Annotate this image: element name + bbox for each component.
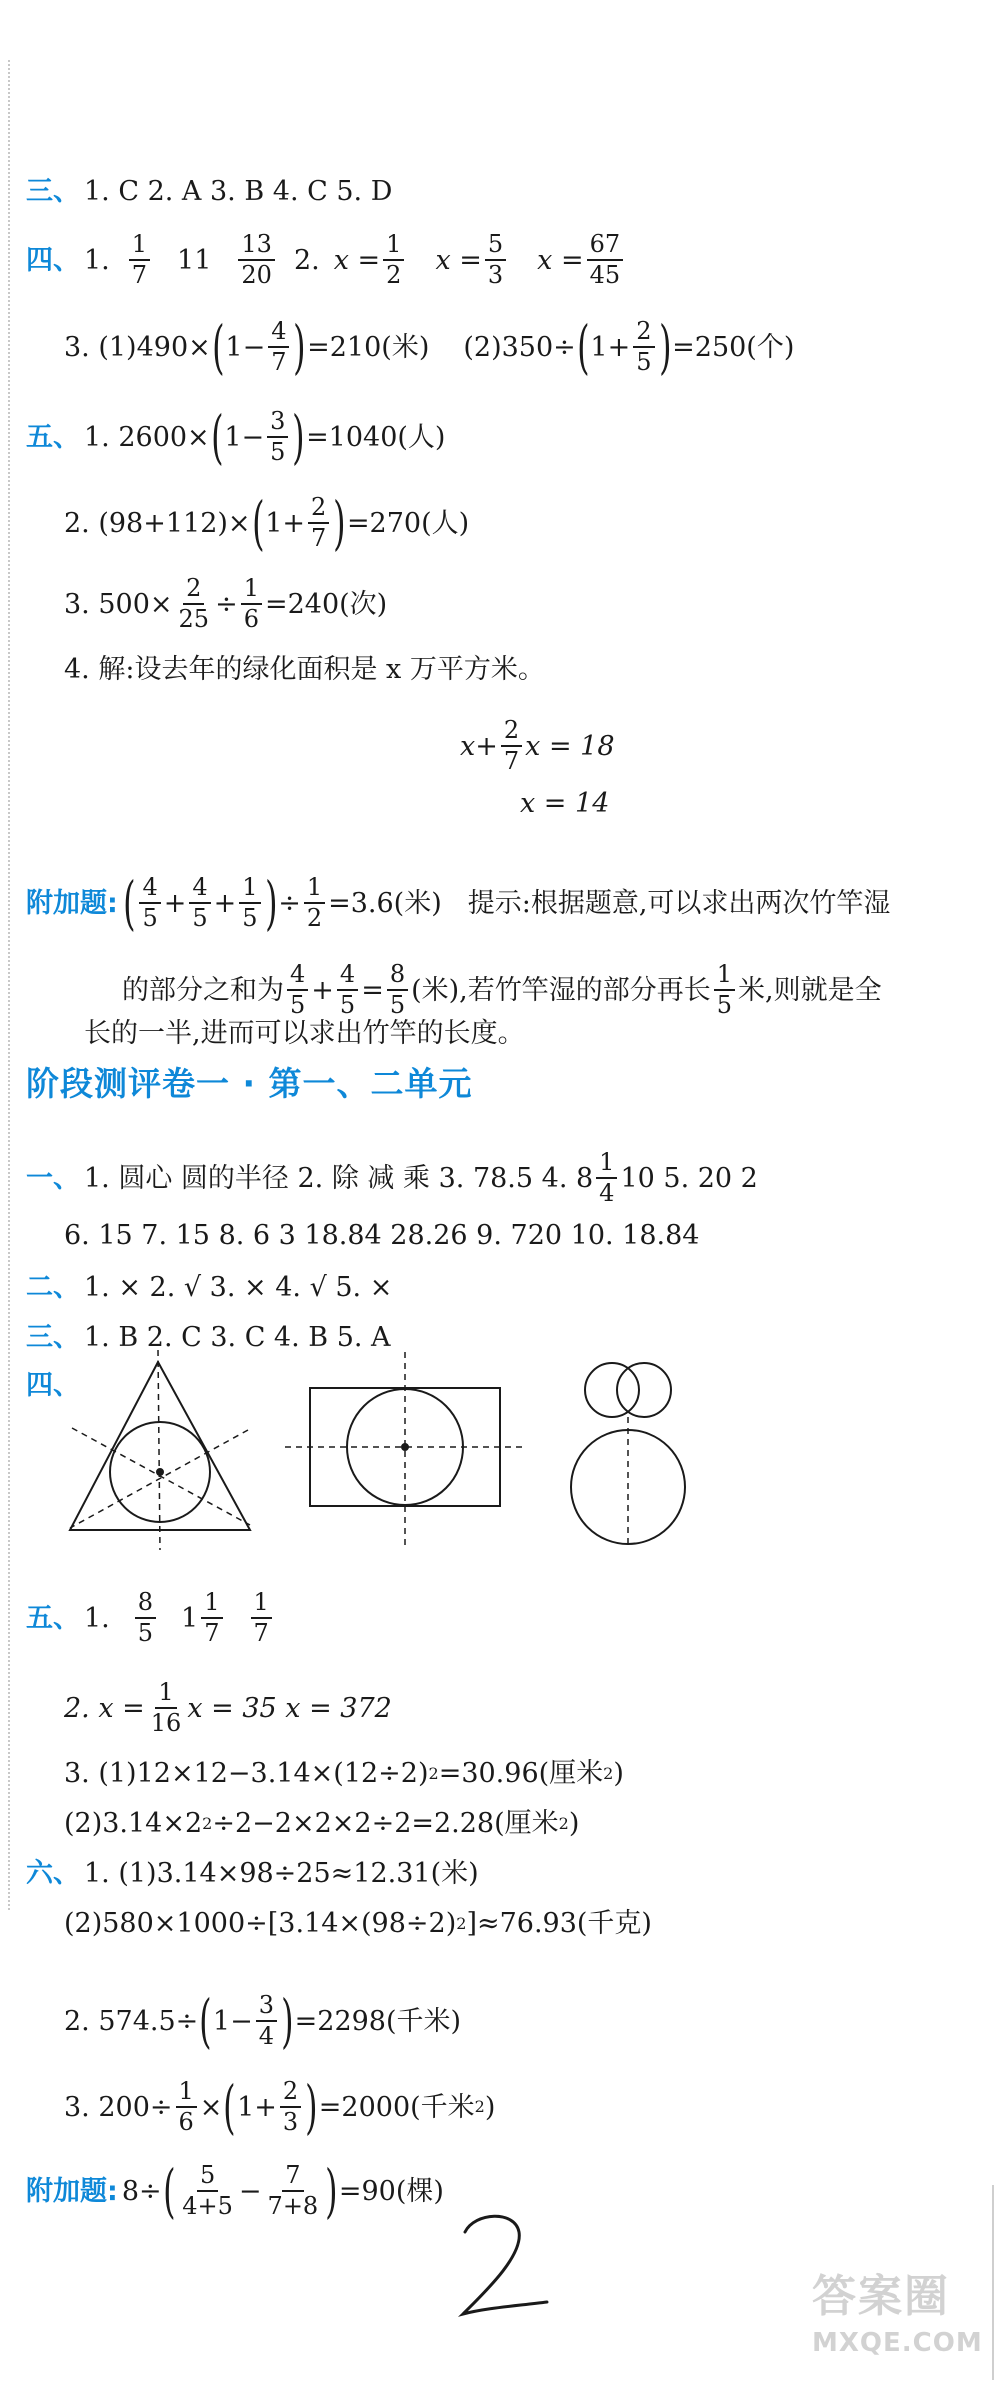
hint-text: 长的一半,进而可以求出竹竿的长度。 bbox=[84, 1018, 525, 1049]
answer-row-p2-1 bbox=[26, 1150, 758, 1206]
equation-text: ) bbox=[568, 1808, 580, 1839]
fraction-numerator: 4 bbox=[337, 962, 358, 991]
equation-text: 3. (1)12×12−3.14×(12÷2) bbox=[64, 1758, 429, 1789]
equation-text: 1+ bbox=[590, 331, 631, 363]
equation-text: 2. 574.5÷ bbox=[64, 2005, 199, 2037]
margin-dotted-line bbox=[8, 60, 10, 1910]
bonus-question-row bbox=[26, 869, 891, 937]
equation-text: 1. (1)3.14×98÷25≈12.31(米) bbox=[84, 1858, 479, 1889]
fraction-numerator: 1 bbox=[241, 576, 262, 605]
item-number: 1. bbox=[84, 1602, 110, 1634]
equation-text: =90(棵) bbox=[338, 2175, 444, 2207]
answer-row-p2-3 bbox=[26, 1274, 392, 1301]
answer-row-p2-14 bbox=[26, 2157, 444, 2225]
fraction-numerator: 3 bbox=[256, 1993, 277, 2022]
fraction-numerator: 1 bbox=[714, 962, 735, 991]
answer-row-sec5-3 bbox=[64, 576, 387, 632]
equation-text: x = bbox=[333, 244, 381, 276]
fraction-numerator: 13 bbox=[238, 232, 275, 261]
fraction-denominator: 5 bbox=[389, 991, 406, 1020]
equation-text: 1− bbox=[225, 331, 266, 363]
fraction bbox=[337, 962, 358, 1018]
fraction-denominator: 5 bbox=[137, 1619, 154, 1648]
fraction-numerator: 3 bbox=[267, 409, 288, 438]
equation-text: x = 35 x = 372 bbox=[187, 1692, 392, 1724]
fraction bbox=[176, 2076, 197, 2136]
large-parenthesis: ) bbox=[292, 403, 305, 471]
fraction-numerator: 5 bbox=[197, 2163, 218, 2192]
fraction bbox=[633, 316, 654, 376]
large-parenthesis: ) bbox=[264, 869, 278, 937]
fraction-denominator: 5 bbox=[142, 904, 158, 932]
answer-row-p2-2 bbox=[64, 1222, 699, 1249]
equation-text: =270(人) bbox=[346, 507, 470, 539]
large-parenthesis: ( bbox=[211, 313, 225, 381]
equation-text: 3. (1)490× bbox=[64, 331, 211, 363]
section-mark: 六、 bbox=[26, 1858, 80, 1889]
answer-row-p2-9 bbox=[64, 1810, 579, 1837]
fraction-numerator: 1 bbox=[176, 2079, 197, 2108]
watermark bbox=[812, 2260, 983, 2358]
fraction-denominator: 7+8 bbox=[267, 2192, 319, 2220]
fraction-denominator: 7 bbox=[253, 1619, 269, 1648]
equation-text: ÷2−2×2×2÷2=2.28(厘米 bbox=[212, 1808, 559, 1839]
section-mark: 三、 bbox=[26, 176, 80, 207]
answer-row-p2-13 bbox=[64, 2073, 496, 2141]
large-parenthesis: ) bbox=[333, 489, 346, 557]
large-parenthesis: ) bbox=[305, 2073, 318, 2141]
answer-row-p2-11 bbox=[64, 1910, 652, 1937]
fraction bbox=[241, 576, 262, 632]
fraction-numerator: 1 bbox=[383, 232, 404, 261]
fraction-denominator: 2 bbox=[386, 261, 402, 290]
fraction-numerator: 4 bbox=[268, 319, 289, 348]
fraction bbox=[179, 2160, 236, 2220]
fraction-denominator: 5 bbox=[270, 438, 286, 466]
answer-text: 1. 圆心 圆的半径 2. 除 减 乘 3. 78.5 4. 8 bbox=[84, 1162, 594, 1194]
equation-text: 1− bbox=[224, 421, 265, 453]
three-circles-figure bbox=[571, 1363, 685, 1544]
fraction-denominator: 5 bbox=[192, 904, 208, 932]
answer-row-sec5-2 bbox=[64, 489, 470, 557]
fraction-denominator: 5 bbox=[339, 991, 356, 1020]
answer-row-sec3 bbox=[26, 178, 392, 205]
hint-text: 的部分之和为 bbox=[122, 974, 284, 1006]
fraction-numerator: 8 bbox=[135, 1590, 156, 1619]
answer-row-sec4-1 bbox=[26, 232, 626, 288]
answer-text: 1. × 2. √ 3. × 4. √ 5. × bbox=[84, 1272, 393, 1303]
equation-text: 1− bbox=[212, 2005, 253, 2037]
section-mark: 三、 bbox=[26, 1322, 80, 1353]
answer-row-p2-4 bbox=[26, 1324, 391, 1351]
fraction-numerator: 1 bbox=[129, 232, 150, 261]
fraction-numerator: 1 bbox=[304, 875, 325, 904]
equation-text: =250(个) bbox=[672, 331, 795, 363]
hint-text: 提示:根据题意,可以求出两次竹竿湿 bbox=[467, 887, 891, 919]
fraction-numerator: 4 bbox=[189, 875, 210, 904]
superscript: 2 bbox=[603, 1763, 614, 1783]
equation-text: 8÷ bbox=[121, 2175, 162, 2207]
equation-text: =210(米) bbox=[307, 331, 430, 363]
hint-row bbox=[84, 1020, 525, 1047]
bonus-mark: 附加题: bbox=[26, 2175, 118, 2207]
equation-text: =30.96(厘米 bbox=[438, 1758, 604, 1789]
fraction bbox=[189, 872, 210, 932]
equation-line bbox=[460, 718, 615, 774]
equation-text: ]≈76.93(千克) bbox=[466, 1908, 652, 1939]
fraction-denominator: 6 bbox=[178, 2108, 194, 2136]
fraction-numerator: 67 bbox=[587, 232, 624, 261]
fraction bbox=[176, 576, 213, 632]
answer-text: 1. C 2. A 3. B 4. C 5. D bbox=[84, 176, 393, 207]
answer-row-p2-12 bbox=[64, 1987, 462, 2055]
fraction bbox=[308, 492, 329, 552]
superscript: 2 bbox=[202, 1813, 213, 1833]
fraction bbox=[268, 316, 289, 376]
section-mark: 一、 bbox=[26, 1162, 80, 1194]
equation-text: = bbox=[361, 974, 384, 1006]
large-parenthesis: ( bbox=[162, 2157, 176, 2225]
equation-text: 1. 2600× bbox=[84, 421, 210, 453]
fraction-numerator: 2 bbox=[633, 319, 654, 348]
fraction-denominator: 5 bbox=[716, 991, 733, 1020]
equation-text: =240(次) bbox=[264, 588, 388, 620]
fraction bbox=[387, 962, 408, 1018]
equation-text: ) bbox=[484, 2091, 496, 2123]
triangle-incircle-figure bbox=[70, 1350, 250, 1550]
equation-text: x = 18 bbox=[525, 730, 615, 762]
equation-line bbox=[520, 790, 609, 817]
fraction-denominator: 5 bbox=[290, 991, 306, 1020]
equation-text: ÷ bbox=[215, 588, 238, 620]
fraction-denominator: 7 bbox=[271, 348, 287, 376]
fraction-denominator: 3 bbox=[282, 2108, 299, 2136]
equation-text: + bbox=[311, 974, 334, 1006]
equation-text: (2)580×1000÷[3.14×(98÷2) bbox=[64, 1908, 457, 1939]
fraction-numerator: 1 bbox=[155, 1680, 176, 1709]
answer-row-sec5-4 bbox=[64, 656, 545, 683]
fraction bbox=[304, 872, 325, 932]
rectangle-circle-figure bbox=[285, 1352, 525, 1546]
answer-row-p2-7 bbox=[64, 1680, 392, 1736]
fraction bbox=[129, 232, 150, 288]
large-parenthesis: ) bbox=[281, 1987, 294, 2055]
equation-text: × bbox=[199, 2091, 223, 2123]
fraction bbox=[383, 232, 404, 288]
equation-text: x = bbox=[537, 244, 584, 276]
answer-row-sec5-1 bbox=[26, 403, 446, 471]
fraction bbox=[287, 962, 308, 1018]
fraction-numerator: 1 bbox=[239, 875, 260, 904]
fraction bbox=[201, 1590, 222, 1646]
fraction bbox=[256, 1990, 277, 2050]
item-number: 2. bbox=[293, 244, 320, 276]
fraction bbox=[139, 872, 160, 932]
fraction bbox=[587, 232, 624, 288]
superscript: 2 bbox=[428, 1763, 439, 1783]
answer-text: 11 bbox=[177, 244, 212, 276]
equation-text: =1040(人) bbox=[306, 421, 446, 453]
section-mark: 二、 bbox=[26, 1272, 80, 1303]
fraction-numerator: 8 bbox=[387, 962, 408, 991]
superscript: 2 bbox=[558, 1813, 569, 1833]
fraction bbox=[135, 1590, 156, 1646]
equation-text: + bbox=[213, 887, 237, 919]
large-parenthesis: ( bbox=[251, 489, 265, 557]
fraction-denominator: 45 bbox=[589, 261, 621, 290]
answer-text: 1. B 2. C 3. C 4. B 5. A bbox=[84, 1322, 391, 1353]
section-mark: 四、 bbox=[26, 1370, 80, 1401]
superscript: 2 bbox=[456, 1913, 467, 1933]
fraction-denominator: 7 bbox=[204, 1619, 220, 1648]
fraction-denominator: 7 bbox=[311, 524, 327, 552]
fraction-denominator: 25 bbox=[178, 605, 210, 634]
fraction bbox=[714, 962, 735, 1018]
equation-text: 2. x = bbox=[64, 1692, 145, 1724]
hint-text: (米),若竹竿湿的部分再长 bbox=[411, 974, 711, 1006]
large-parenthesis: ) bbox=[293, 313, 307, 381]
fraction bbox=[596, 1150, 617, 1206]
large-parenthesis: ( bbox=[199, 1987, 212, 2055]
large-parenthesis: ( bbox=[122, 869, 136, 937]
fraction-denominator: 4+5 bbox=[182, 2192, 233, 2220]
large-parenthesis: ) bbox=[325, 2157, 338, 2225]
equation-text: 3. 200÷ bbox=[64, 2091, 173, 2123]
fraction-denominator: 7 bbox=[503, 747, 520, 776]
right-edge-line bbox=[992, 2185, 994, 2380]
fraction-denominator: 5 bbox=[242, 904, 258, 932]
answer-row-p2-6 bbox=[26, 1590, 275, 1646]
fraction bbox=[501, 718, 522, 774]
answer-text: 4. 解:设去年的绿化面积是 x 万平方米。 bbox=[64, 654, 545, 685]
bonus-mark: 附加题: bbox=[26, 887, 118, 919]
fraction-numerator: 2 bbox=[280, 2079, 301, 2108]
answer-row-p2-10 bbox=[26, 1860, 479, 1887]
geometry-figures bbox=[60, 1350, 700, 1550]
fraction-denominator: 5 bbox=[636, 348, 652, 376]
fraction-denominator: 6 bbox=[243, 605, 259, 634]
fraction-denominator: 2 bbox=[306, 904, 323, 932]
answer-text: 6. 15 7. 15 8. 6 3 18.84 28.26 9. 720 10. 18.84 bbox=[64, 1220, 700, 1251]
equation-text: x+ bbox=[460, 730, 498, 762]
mixed-number-whole: 1 bbox=[181, 1602, 199, 1634]
fraction bbox=[485, 232, 506, 288]
equation-text: x = 14 bbox=[520, 788, 610, 819]
equation-text: 1+ bbox=[237, 2091, 277, 2123]
equation-text: =2298(千米) bbox=[294, 2005, 462, 2037]
handwritten-page-number bbox=[455, 2210, 555, 2330]
fraction-denominator: 16 bbox=[150, 1709, 182, 1738]
fraction-numerator: 5 bbox=[485, 232, 506, 261]
equation-text: 1+ bbox=[265, 507, 306, 539]
equation-text: x = bbox=[435, 244, 482, 276]
large-parenthesis: ( bbox=[210, 403, 224, 471]
equation-text: =2000(千米 bbox=[318, 2091, 475, 2123]
fraction-denominator: 20 bbox=[241, 261, 272, 290]
hint-row bbox=[122, 962, 882, 1018]
equation-text: + bbox=[163, 887, 187, 919]
equation-text: 3. 500× bbox=[64, 588, 173, 620]
fraction bbox=[267, 406, 288, 466]
fraction-numerator: 1 bbox=[596, 1150, 617, 1179]
fraction-numerator: 4 bbox=[139, 875, 160, 904]
equation-text: =3.6(米) bbox=[328, 887, 442, 919]
fraction-numerator: 2 bbox=[183, 576, 204, 605]
fraction-numerator: 2 bbox=[501, 718, 522, 747]
equation-text: − bbox=[238, 2175, 262, 2207]
answer-row-sec4-3 bbox=[64, 313, 795, 381]
hint-text: 米,则就是全 bbox=[738, 974, 882, 1006]
item-number: 1. bbox=[84, 244, 110, 276]
fraction bbox=[280, 2076, 301, 2136]
fraction bbox=[265, 2160, 322, 2220]
equation-text: ) bbox=[613, 1758, 624, 1789]
fraction-denominator: 3 bbox=[487, 261, 504, 290]
watermark-url: MXQE.COM bbox=[812, 2328, 983, 2358]
fraction bbox=[238, 232, 275, 288]
answer-row-p2-8 bbox=[64, 1760, 624, 1787]
section-heading: 阶段测评卷一 · 第一、二单元 bbox=[26, 1064, 473, 1103]
equation-text: (2)3.14×2 bbox=[64, 1808, 203, 1839]
fraction-numerator: 2 bbox=[308, 495, 329, 524]
fraction bbox=[251, 1590, 272, 1646]
fraction-denominator: 4 bbox=[599, 1179, 615, 1208]
section-mark: 五、 bbox=[26, 421, 80, 453]
watermark-logo-text: 答案圈 bbox=[812, 2271, 950, 2322]
fraction-numerator: 1 bbox=[251, 1590, 272, 1619]
fraction-denominator: 7 bbox=[131, 261, 148, 290]
fraction bbox=[239, 872, 260, 932]
large-parenthesis: ( bbox=[223, 2073, 236, 2141]
large-parenthesis: ( bbox=[576, 313, 590, 381]
equation-text: (2)350÷ bbox=[463, 331, 576, 363]
large-parenthesis: ) bbox=[658, 313, 672, 381]
fraction-denominator: 4 bbox=[258, 2022, 274, 2050]
equation-text: ÷ bbox=[278, 887, 301, 919]
section-mark: 四、 bbox=[26, 244, 80, 276]
equation-text: 2. (98+112)× bbox=[64, 507, 251, 539]
answer-text: 10 5. 20 2 bbox=[620, 1162, 758, 1194]
section-mark: 五、 bbox=[26, 1602, 80, 1634]
fraction bbox=[148, 1680, 185, 1736]
fraction-numerator: 4 bbox=[287, 962, 308, 991]
fraction-numerator: 7 bbox=[282, 2163, 303, 2192]
fraction-numerator: 1 bbox=[201, 1590, 222, 1619]
superscript: 2 bbox=[474, 2097, 485, 2116]
